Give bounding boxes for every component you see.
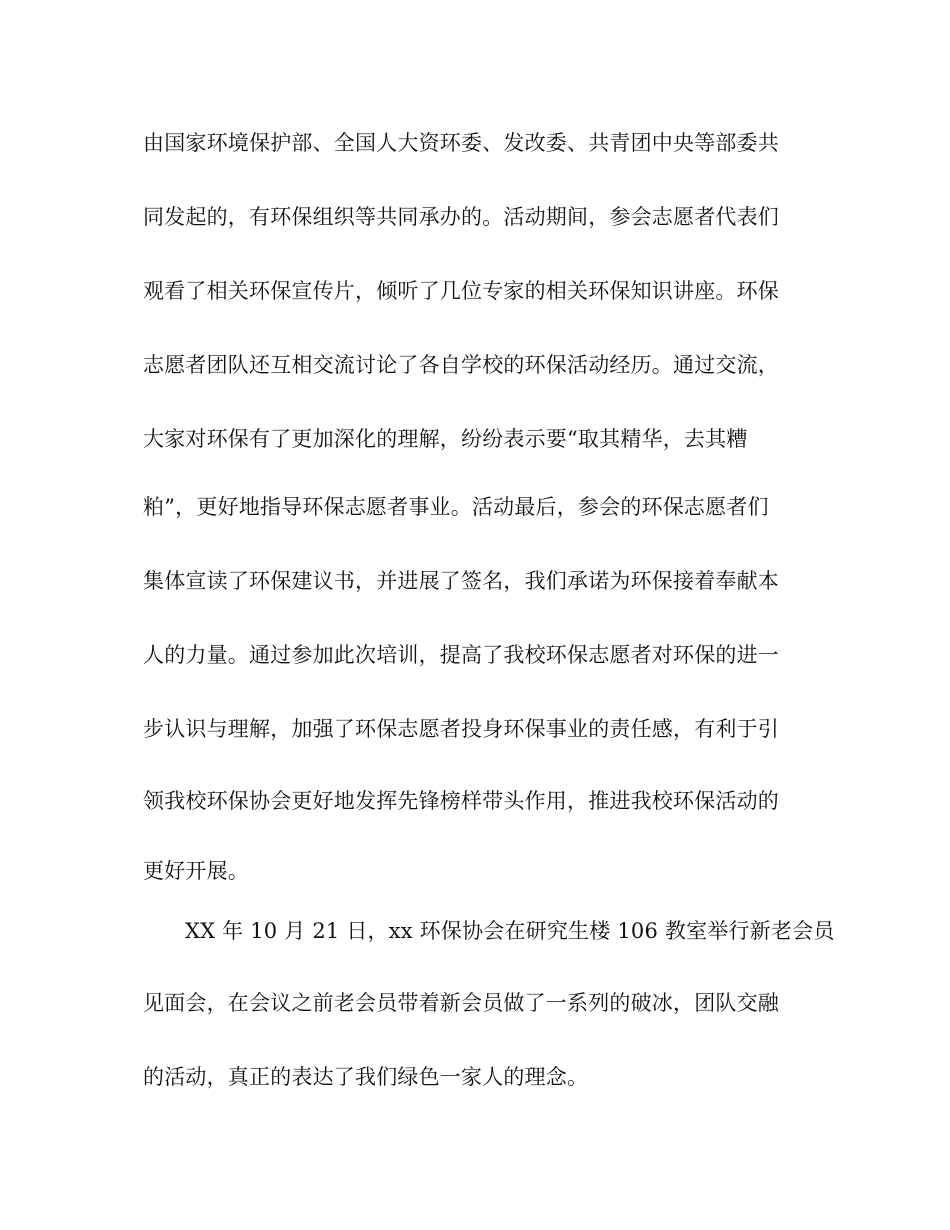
paragraph-line: 大家对环保有了更加深化的理解，纷纷表示要“取其精华，去其糟 xyxy=(143,427,748,451)
paragraph-line: 志愿者团队还互相交流讨论了各自学校的环保活动经历。通过交流， xyxy=(143,353,779,377)
paragraph-line: 集体宣读了环保建议书，并进展了签名，我们承诺为环保接着奉献本 xyxy=(143,569,779,593)
paragraph-line: 领我校环保协会更好地发挥先锋榜样带头作用，推进我校环保活动的 xyxy=(143,789,779,813)
paragraph-line: 更好开展。 xyxy=(143,859,249,883)
paragraph-line: 观看了相关环保宣传片，倾听了几位专家的相关环保知识讲座。环保 xyxy=(143,279,779,303)
paragraph-line: XX 年 10 月 21 日，xx 环保协会在研究生楼 106 教室举行新老会员 xyxy=(185,919,835,943)
paragraph-line: 由国家环境保护部、全国人大资环委、发改委、共青团中央等部委共 xyxy=(143,131,779,155)
paragraph-line: 见面会，在会议之前老会员带着新会员做了一系列的破冰，团队交融 xyxy=(143,991,779,1015)
paragraph-line: 步认识与理解，加强了环保志愿者投身环保事业的责任感，有利于引 xyxy=(143,717,779,741)
paragraph-line: 的活动，真正的表达了我们绿色一家人的理念。 xyxy=(143,1065,589,1089)
paragraph-line: 粕”，更好地指导环保志愿者事业。活动最后，参会的环保志愿者们 xyxy=(143,495,769,519)
paragraph-line: 人的力量。通过参加此次培训，提高了我校环保志愿者对环保的进一 xyxy=(143,643,779,667)
paragraph-line: 同发起的，有环保组织等共同承办的。活动期间，参会志愿者代表们 xyxy=(143,205,779,229)
